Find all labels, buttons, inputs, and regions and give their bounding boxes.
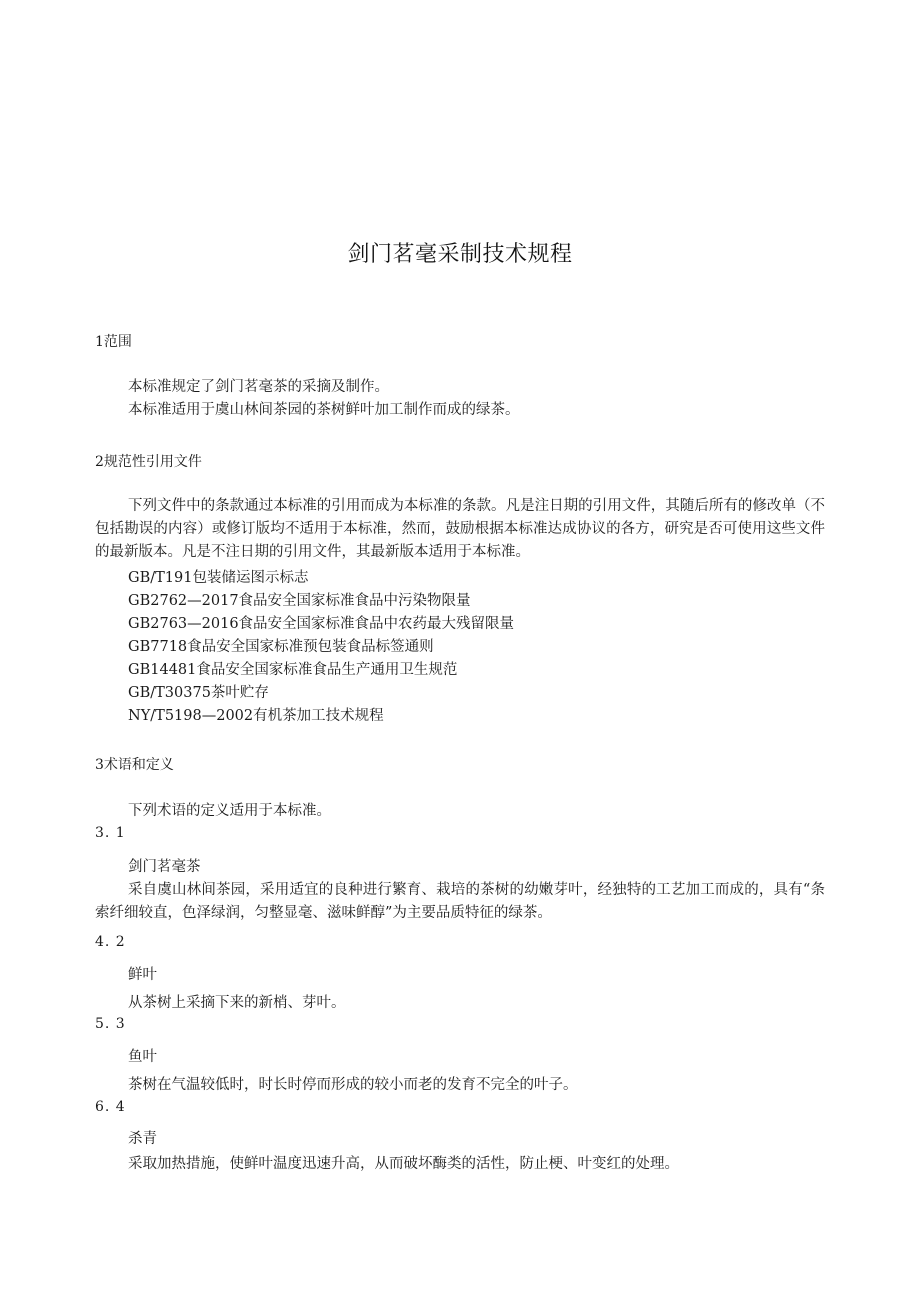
section-heading-terms: 3术语和定义 xyxy=(95,757,174,773)
reference-item: GB/T191包装储运图示标志 xyxy=(128,570,309,586)
reference-item: NY/T5198—2002有机茶加工技术规程 xyxy=(128,708,384,724)
clause-number: 3. 1 xyxy=(95,825,126,841)
term-definition: 采自虞山林间茶园，采用适宜的良种进行繁育、栽培的茶树的幼嫩芽叶，经独特的工艺加工而成的，具有“条索纤细较直，色泽绿润，匀整显毫、滋味鲜醇”为主要品质特征的绿茶。 xyxy=(95,882,825,921)
term-name: 鲜叶 xyxy=(128,967,157,983)
reference-item: GB7718食品安全国家标准预包装食品标签通则 xyxy=(128,639,434,655)
section-heading-normative-references: 2规范性引用文件 xyxy=(95,454,202,470)
paragraph: 本标准规定了剑门茗毫茶的采摘及制作。 xyxy=(128,379,389,395)
term-name: 鱼叶 xyxy=(128,1049,157,1065)
clause-number: 5. 3 xyxy=(95,1016,126,1032)
reference-item: GB2763—2016食品安全国家标准食品中农药最大残留限量 xyxy=(128,616,515,632)
page-title: 剑门茗毫采制技术规程 xyxy=(347,242,573,267)
term-name: 杀青 xyxy=(128,1131,157,1147)
term-name: 剑门茗毫茶 xyxy=(128,859,201,875)
clause-number: 6. 4 xyxy=(95,1099,126,1115)
section-heading-scope: 1范围 xyxy=(95,334,132,350)
reference-item: GB2762—2017食品安全国家标准食品中污染物限量 xyxy=(128,593,471,609)
paragraph: 本标准适用于虞山林间茶园的茶树鲜叶加工制作而成的绿茶。 xyxy=(128,402,520,418)
reference-item: GB14481食品安全国家标准食品生产通用卫生规范 xyxy=(128,662,458,678)
term-definition: 茶树在气温较低时，时长时停而形成的较小而老的发育不完全的叶子。 xyxy=(128,1077,578,1093)
clause-number: 4. 2 xyxy=(95,934,126,950)
term-definition: 从茶树上采摘下来的新梢、芽叶。 xyxy=(128,995,346,1011)
reference-item: GB/T30375茶叶贮存 xyxy=(128,685,269,701)
paragraph: 下列术语的定义适用于本标准。 xyxy=(128,803,331,819)
paragraph: 下列文件中的条款通过本标准的引用而成为本标准的条款。凡是注日期的引用文件，其随后所有的修改单（不包括勘误的内容）或修订版均不适用于本标准，然而，鼓励根据本标准达成协议的各方，研究是否可使用这些文件的最新版本。凡是不注日期的引用文件，其最新版本适用于本标准。 xyxy=(95,498,825,560)
term-definition: 采取加热措施，使鲜叶温度迅速升高，从而破坏酶类的活性，防止梗、叶变红的处理。 xyxy=(128,1156,679,1172)
